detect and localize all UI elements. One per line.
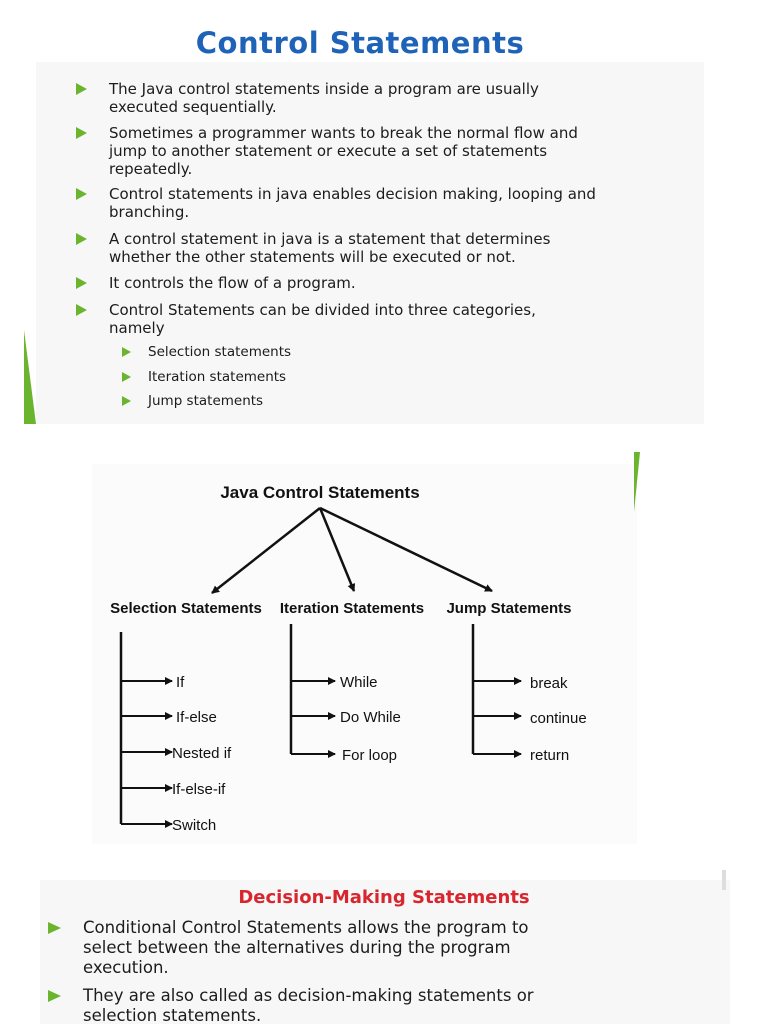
- slide-decision-making: Decision-Making Statements Conditional Control Statements allows the program to select between the alternatives during the program execution. They are also called as decision-making statements or selection statements.: [0, 870, 768, 1024]
- diagram-root-node: Java Control Statements: [220, 483, 420, 502]
- bullet-arrow-icon: [76, 188, 87, 200]
- bullet-arrow-icon: [122, 347, 131, 357]
- item-break: break: [530, 675, 568, 692]
- decorative-green-shape: [24, 330, 36, 424]
- connector-arrow: [320, 508, 492, 591]
- item-for-loop: For loop: [342, 747, 398, 764]
- slide-java-control-diagram: [0, 452, 768, 847]
- item-if: If: [176, 674, 185, 691]
- item-switch: Switch: [172, 817, 217, 834]
- item-do-while: Do While: [340, 709, 401, 726]
- item-if-else-if: If-else-if: [172, 781, 226, 798]
- control-statements-diagram: [0, 452, 768, 847]
- slide-title: Control Statements: [195, 26, 525, 60]
- category-jump: Jump Statements: [446, 600, 572, 617]
- connector-arrow: [212, 508, 320, 593]
- bullet-arrow-icon: [48, 990, 61, 1002]
- item-continue: continue: [530, 710, 587, 727]
- bullet-arrow-icon: [76, 233, 87, 245]
- category-selection: Selection Statements: [110, 600, 262, 617]
- bullet-arrow-icon: [76, 277, 87, 289]
- slide-title: Decision-Making Statements: [238, 887, 530, 908]
- item-while: While: [340, 674, 378, 691]
- bullet-arrow-icon: [122, 372, 131, 382]
- bullet-arrow-icon: [76, 83, 87, 95]
- bullet-arrow-icon: [76, 304, 87, 316]
- category-iteration: Iteration Statements: [279, 600, 425, 617]
- item-if-else: If-else: [176, 709, 217, 726]
- slide-control-statements: Control Statements The Java control statements inside a program are usually executed sequentially. Sometimes a programmer wants to break the normal flow and jump to another statement or execute a set of statements repeatedly. Control statements in java enables decision making, looping and branching. A control statement in java is a statement that determines whether the other statements will be executed or not. It controls the flow of a program. Control Statements can be divided into three categories, namely Selection statements Iteration statements Jump statements: [0, 0, 768, 425]
- connector-arrow: [320, 508, 354, 591]
- item-return: return: [530, 747, 570, 764]
- bullet-arrow-icon: [76, 127, 87, 139]
- bullet-arrow-icon: [48, 922, 61, 934]
- bullet-arrow-icon: [122, 396, 131, 406]
- item-nested-if: Nested if: [172, 745, 232, 762]
